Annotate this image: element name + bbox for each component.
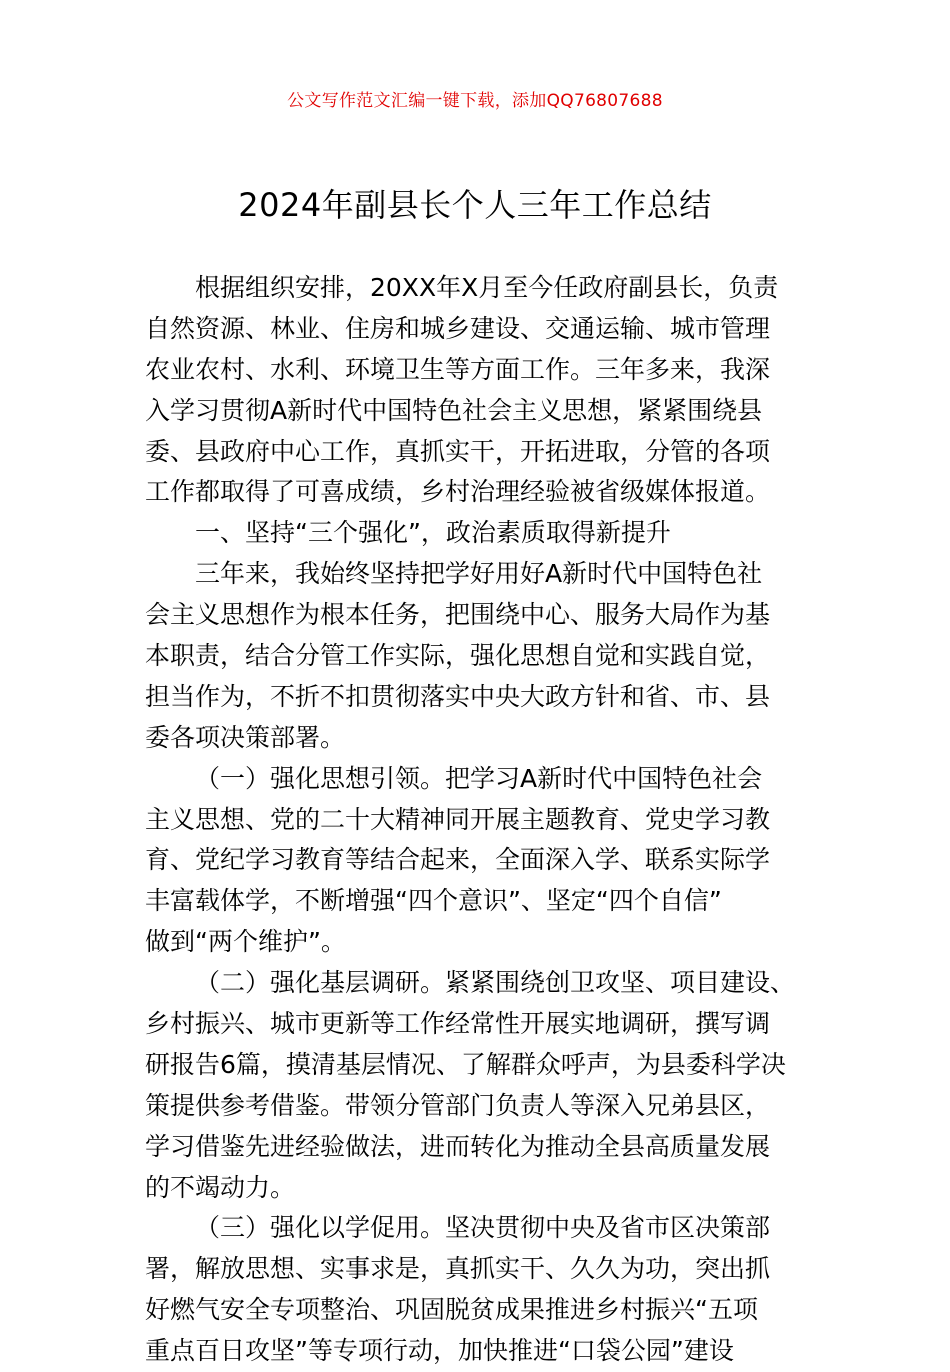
body-line: 主义思想、党的二十大精神同开展主题教育、党史学习教 bbox=[145, 804, 771, 834]
body-line: 三年来，我始终坚持把学好用好A新时代中国特色社 bbox=[195, 559, 763, 589]
body-line: 策提供参考借鉴。带领分管部门负责人等深入兄弟县区， bbox=[145, 1090, 771, 1120]
body-line: 农业农村、水利、环境卫生等方面工作。三年多来，我深 bbox=[145, 354, 771, 384]
body-line: 好燃气安全专项整治、巩固脱贫成果推进乡村振兴“五项 bbox=[145, 1295, 758, 1325]
body-line: （一）强化思想引领。把学习A新时代中国特色社会 bbox=[195, 763, 763, 793]
document-body bbox=[145, 268, 815, 1372]
body-line: 丰富载体学，不断增强“四个意识”、坚定“四个自信” bbox=[145, 886, 722, 916]
body-line: 育、党纪学习教育等结合起来，全面深入学、联系实际学 bbox=[145, 845, 771, 875]
body-line: 入学习贯彻A新时代中国特色社会主义思想，紧紧围绕县 bbox=[145, 395, 763, 425]
body-line: 自然资源、林业、住房和城乡建设、交通运输、城市管理 bbox=[145, 313, 771, 343]
body-line: 委各项决策部署。 bbox=[145, 722, 346, 752]
body-line: 本职责，结合分管工作实际，强化思想自觉和实践自觉， bbox=[145, 641, 771, 671]
body-line: （二）强化基层调研。紧紧围绕创卫攻坚、项目建设、 bbox=[195, 968, 796, 998]
download-banner: 公文写作范文汇编一键下载，添加QQ76807688 bbox=[287, 91, 663, 111]
body-line: 会主义思想作为根本任务，把围绕中心、服务大局作为基 bbox=[145, 600, 771, 630]
document-title: 2024年副县长个人三年工作总结 bbox=[238, 186, 712, 224]
body-line: 署，解放思想、实事求是，真抓实干、久久为功，突出抓 bbox=[145, 1254, 771, 1284]
body-line: 根据组织安排，20XX年X月至今任政府副县长，负责 bbox=[195, 273, 779, 302]
body-line: 学习借鉴先进经验做法，进而转化为推动全县高质量发展 bbox=[145, 1131, 771, 1161]
body-line: 工作都取得了可喜成绩，乡村治理经验被省级媒体报道。 bbox=[145, 477, 771, 507]
body-line: 研报告6篇，摸清基层情况、了解群众呼声，为县委科学决 bbox=[145, 1049, 786, 1079]
body-line: 重点百日攻坚”等专项行动，加快推进“口袋公园”建设 bbox=[145, 1336, 734, 1366]
body-line: 乡村振兴、城市更新等工作经常性开展实地调研，撰写调 bbox=[145, 1009, 771, 1039]
body-line: 担当作为，不折不扣贯彻落实中央大政方针和省、市、县 bbox=[145, 681, 771, 711]
body-line: 的不竭动力。 bbox=[145, 1172, 296, 1202]
body-line: 做到“两个维护”。 bbox=[145, 927, 346, 957]
body-line: 一、坚持“三个强化”，政治素质取得新提升 bbox=[195, 518, 671, 548]
body-line: 委、县政府中心工作，真抓实干，开拓进取，分管的各项 bbox=[145, 436, 771, 466]
body-line: （三）强化以学促用。坚决贯彻中央及省市区决策部 bbox=[195, 1213, 771, 1243]
